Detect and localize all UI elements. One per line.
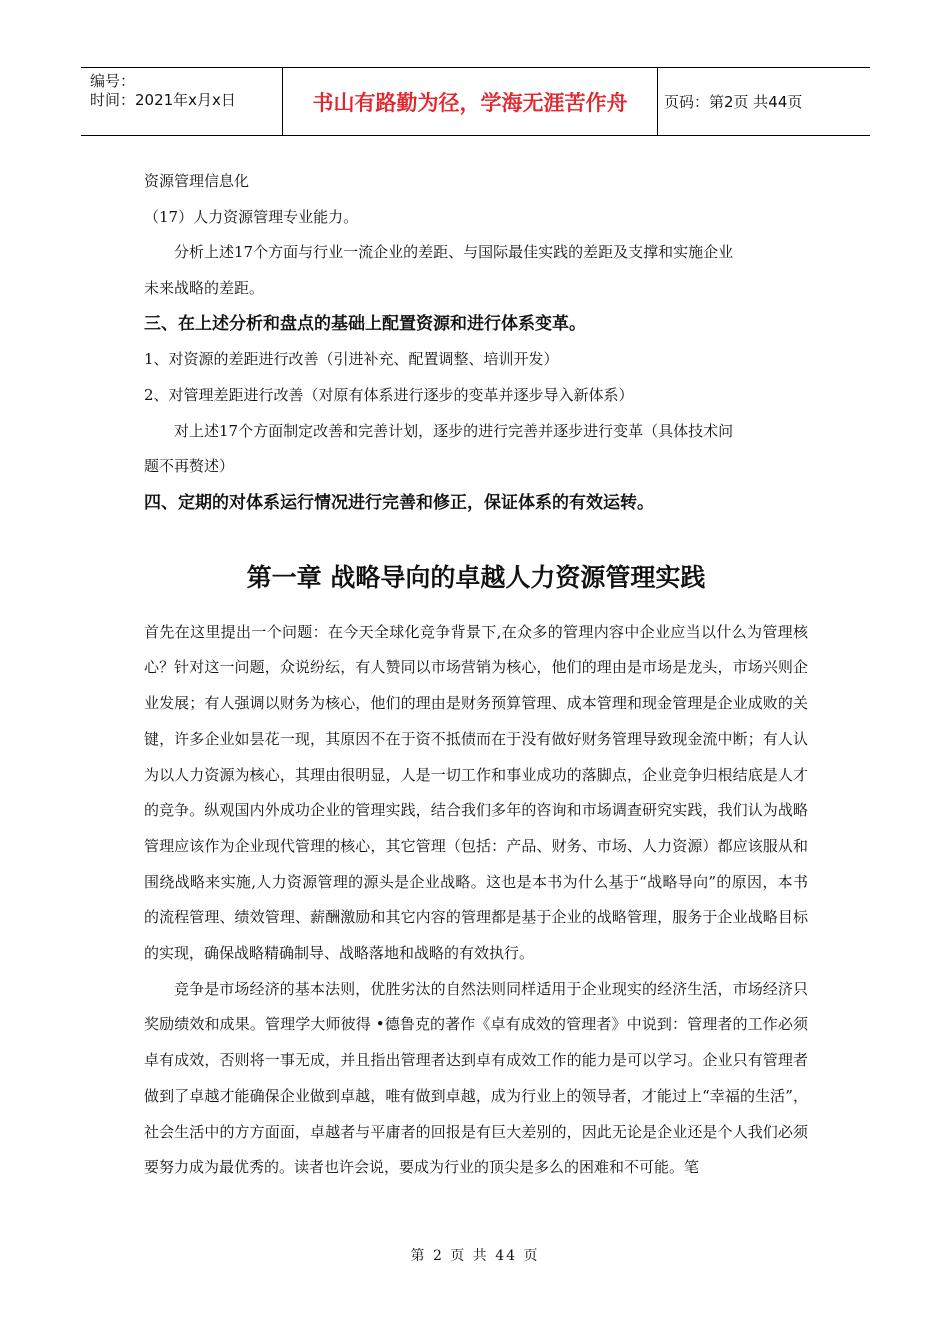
document-header <box>81 67 870 136</box>
chapter-paragraph-2: 竞争是市场经济的基本法则，优胜劣汰的自然法则同样适用于企业现实的经济生活，市场经济只奖励绩效和成果。管理学大师彼得 •德鲁克的著作《卓有成效的管理者》中说到：管理者的工作必须卓有成效，否则将一事无成，并且指出管理者达到卓有成效工作的能力是可以学习。企业只有管理者做到了卓越才能确保企业做到卓越，唯有做到卓越，成为行业上的领导者，才能过上“幸福的生活”，社会生活中的方方面面，卓越者与平庸者的回报是有巨大差别的，因此无论是企业还是个人我们必须要努力成为最优秀的。读者也许会说，要成为行业的顶尖是多么的困难和不可能。笔 <box>144 979 808 1177</box>
paragraph-plan: 对上述17个方面制定改善和完善计划，逐步的进行完善并逐步进行变革（具体技术问 <box>174 421 734 440</box>
paragraph-plan-cont: 题不再赘述） <box>144 457 235 476</box>
page-footer: 第 2 页 共 44 页 <box>410 1248 540 1264</box>
chapter-paragraph-1: 首先在这里提出一个问题：在今天全球化竞争背景下,在众多的管理内容中企业应当以什么为管理核心？针对这一问题，众说纷纭，有人赞同以市场营销为核心，他们的理由是市场是龙头，市场兴则企业发展；有人强调以财务为核心，他们的理由是财务预算管理、成本管理和现金管理是企业成败的关键，许多企业如昙花一现，其原因不在于资不抵债而在于没有做好财务管理导致现金流中断；有人认为以人力资源为核心，其理由很明显，人是一切工作和事业成功的落脚点，企业竞争归根结底是人才的竞争。纵观国内外成功企业的管理实践，结合我们多年的咨询和市场调查研究实践，我们认为战略管理应该作为企业现代管理的核心，其它管理（包括：产品、财务、市场、人力资源）都应该服从和围绕战略来实施,人力资源管理的源头是企业战略。这也是本书为什么基于“战略导向”的原因，本书的流程管理、绩效管理、薪酬激励和其它内容的管理都是基于企业的战略管理，服务于企业战略目标的实现，确保战略精确制导、战略落地和战略的有效执行。 <box>144 622 808 963</box>
number-label: 编号： <box>90 72 136 90</box>
paragraph-gap-analysis-cont: 未来战略的差距。 <box>144 278 265 297</box>
paragraph-gap-analysis: 分析上述17个方面与行业一流企业的差距、与国际最佳实践的差距及支撑和实施企业 <box>174 243 734 262</box>
date-label: 时间：2021年x月x日 <box>90 91 236 109</box>
section-heading-4: 四、定期的对体系运行情况进行完善和修正，保证体系的有效运转。 <box>144 492 654 513</box>
section-heading-3: 三、在上述分析和盘点的基础上配置资源和进行体系变革。 <box>144 314 586 335</box>
list-item-2: 2、对管理差距进行改善（对原有体系进行逐步的变革并逐步导入新体系） <box>144 385 634 404</box>
header-meta <box>81 68 282 135</box>
header-page-label: 页码：第2页 共44页 <box>664 93 803 111</box>
header-motto: 书山有路勤为径，学海无涯苦作舟 <box>282 68 658 135</box>
text-line: 资源管理信息化 <box>144 172 250 190</box>
list-item-1: 1、对资源的差距进行改善（引进补充、配置调整、培训开发） <box>144 350 559 369</box>
document-body <box>144 164 808 1186</box>
chapter-title: 第一章 战略导向的卓越人力资源管理实践 <box>246 562 706 592</box>
list-item-17: （17）人力资源管理专业能力。 <box>144 207 359 226</box>
